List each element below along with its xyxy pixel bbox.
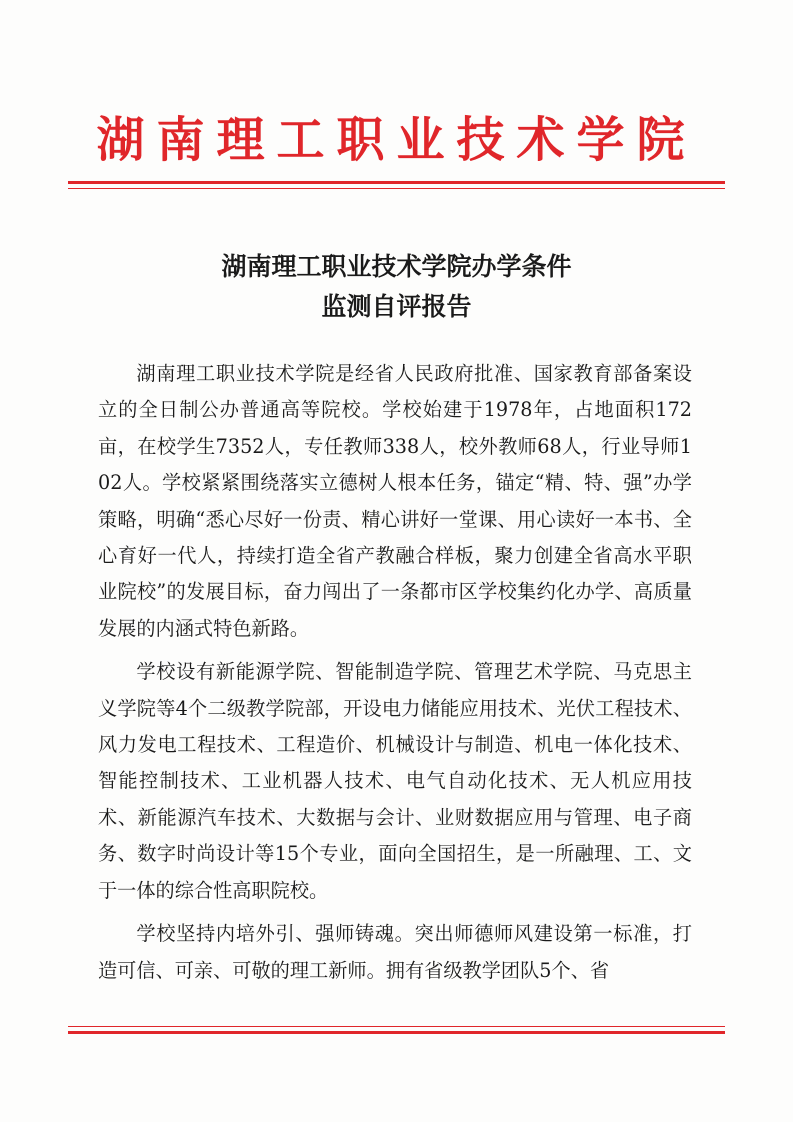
document-title-line-2: 监测自评报告: [321, 292, 472, 321]
body-paragraph-1: 湖南理工职业技术学院是经省人民政府批准、国家教育部备案设立的全日制公办普通高等院校。学校始建于1978年，占地面积172亩，在校学生7352人，专任教师338人，校外教师68人，行业导师102人。学校紧紧围绕落实立德树人根本任务，锚定“精、特、强”办学策略，明确“悉心尽好一份责、精心讲好一堂课、用心读好一本书、全心育好一代人，持续打造全省产教融合样板，聚力创建全省高水平职业院校”的发展目标，奋力闯出了一条都市区学校集约化办学、高质量发展的内涵式特色新路。: [98, 362, 692, 640]
document-body: [98, 356, 692, 996]
letterhead-rule-thick: [68, 181, 725, 184]
body-paragraph-2: 学校设有新能源学院、智能制造学院、管理艺术学院、马克思主义学院等4个二级教学院部，开设电力储能应用技术、光伏工程技术、风力发电工程技术、工程造价、机械设计与制造、机电一体化技术、智能控制技术、工业机器人技术、电气自动化技术、无人机应用技术、新能源汽车技术、大数据与会计、业财数据应用与管理、电子商务、数字时尚设计等15个专业，面向全国招生，是一所融理、工、文于一体的综合性高职院校。: [98, 660, 692, 902]
footer-rule-thick: [68, 1031, 725, 1034]
document-title: [90, 247, 703, 327]
footer-rule-thin: [68, 1026, 725, 1027]
document-title-line-1: 湖南理工职业技术学院办学条件: [221, 252, 572, 281]
letterhead-rule-thin: [68, 188, 725, 189]
letterhead-institution-name: 湖南理工职业技术学院: [96, 112, 697, 168]
body-paragraph-3: 学校坚持内培外引、强师铸魂。突出师德师风建设第一标准，打造可信、可亲、可敬的理工新师。拥有省级教学团队5个、省: [98, 922, 692, 982]
